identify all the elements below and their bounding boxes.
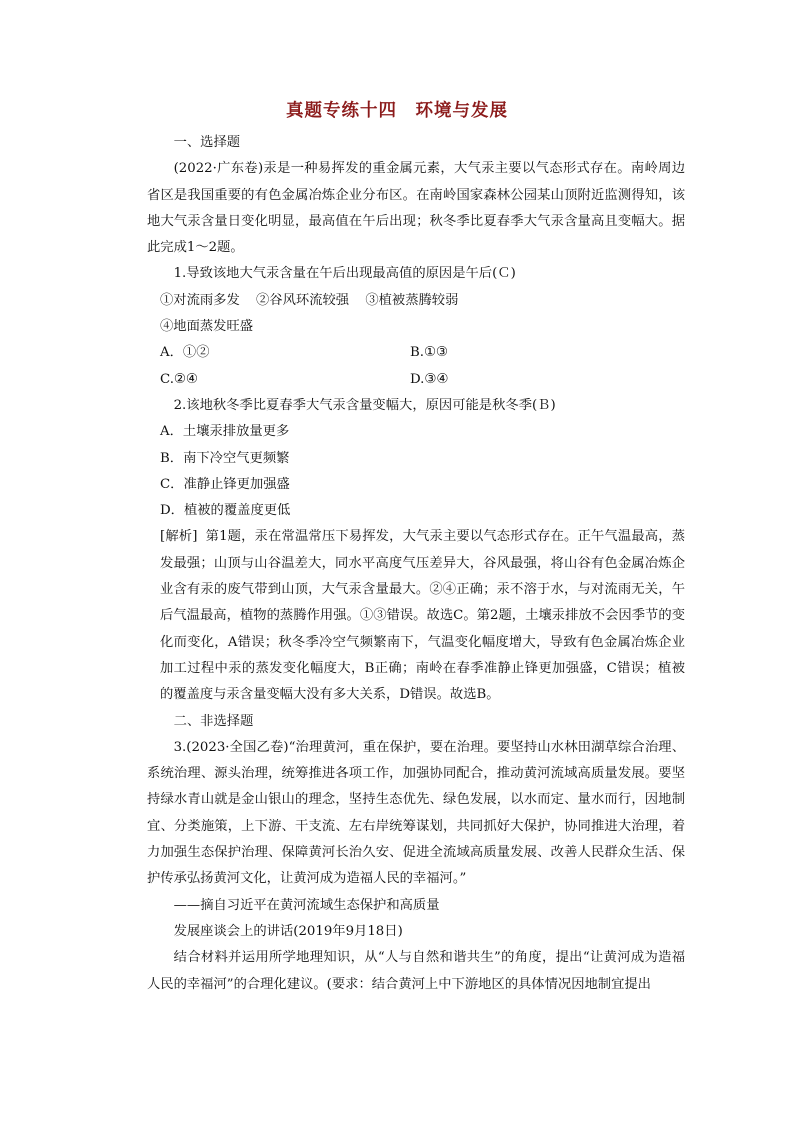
q1-item-4: ④地面蒸发旺盛 (160, 319, 254, 335)
q1-item-1: ①对流雨多发 (160, 292, 240, 308)
q1-stem: 1.导致该地大气汞含量在午后出现最高值的原因是午后(Ｃ) (173, 266, 516, 282)
q2-option-b: B．南下冷空气更频繁 (160, 450, 290, 466)
q3-source-line-1: ——摘自习近平在黄河流域生态保护和高质量 (173, 897, 440, 913)
section1-heading: 一、选择题 (173, 135, 241, 150)
q1-options-row-1 (147, 340, 685, 366)
q1-items-row (147, 288, 685, 314)
q1-option-b: B.①③ (410, 345, 448, 361)
analysis-paragraph (147, 524, 685, 708)
q1-options-row-2 (147, 367, 685, 393)
q3-task: 结合材料并运用所学地理知识，从“人与自然和谐共生”的角度，提出“让黄河成为造福人民的幸福河”的合理化建议。(要求：结合黄河上中下游地区的具体情况因地制宜提出 (147, 950, 685, 992)
analysis-label: [解析] (160, 529, 198, 545)
q2-option-d: D．植被的覆盖度更低 (160, 503, 291, 519)
q2-option-c: C．准静止锋更加强盛 (160, 476, 290, 492)
q1-option-c: C.②④ (160, 371, 198, 387)
q3-source-line-2: 发展座谈会上的讲话(2019年9月18日) (173, 923, 403, 939)
q1-item-2: ②谷风环流较强 (256, 292, 350, 308)
analysis-text: 第1题，汞在常温常压下易挥发，大气汞主要以气态形式存在。正午气温最高，蒸发最强；山顶与山谷温差大，同水平高度气压差异大，谷风最强，将山谷有色金属冶炼企业含有汞的废气带到山顶，大气汞含量最大。②④正确；汞不溶于水，与对流雨无关，午后气温最高，植物的蒸腾作用强。①③错误。故选C。第2题，土壤汞排放不会因季节的变化而变化，A错误；秋冬季冷空气频繁南下，气温变化幅度增大，导致有色金属冶炼企业加工过程中汞的蒸发变化幅度大，B正确；南岭在春季准静止锋更加强盛，C错误；植被的覆盖度与汞含量变幅大没有多大关系，D错误。故选B。 (160, 529, 685, 703)
q1-item-3: ③植被蒸腾较弱 (365, 292, 459, 308)
q3-material: 3.(2023·全国乙卷)“治理黄河，重在保护，要在治理。要坚持山水林田湖草综合治理、系统治理、源头治理，统筹推进各项工作，加强协同配合，推动黄河流域高质量发展。要坚持绿水青山就是金山银山的理念，坚持生态优先、绿色发展，以水而定、量水而行，因地制宜、分类施策，上下游、干支流、左右岸统筹谋划，共同抓好大保护，协同推进大治理，着力加强生态保护治理、保障黄河长治久安、促进全流域高质量发展、改善人民群众生活、保护传承弘扬黄河文化，让黄河成为造福人民的幸福河。” (147, 739, 685, 887)
q2-option-a: A．土壤汞排放量更多 (160, 424, 290, 440)
q1-option-d: D.③④ (410, 371, 449, 387)
section2-heading: 二、非选择题 (173, 713, 254, 729)
q1-option-a: A．①② (160, 345, 210, 361)
q1-2-material: (2022·广东卷)汞是一种易挥发的重金属元素，大气汞主要以气态形式存在。南岭周边省区是我国重要的有色金属冶炼企业分布区。在南岭国家森林公园某山顶附近监测得知，该地大气汞含量日变化明显，最高值在午后出现；秋冬季比夏春季大气汞含量高且变幅大。据此完成1～2题。 (147, 161, 685, 256)
q2-stem: 2.该地秋冬季比夏春季大气汞含量变幅大，原因可能是秋冬季(Ｂ) (173, 397, 556, 413)
page-title: 真题专练十四 环境与发展 (286, 101, 508, 121)
document-body (147, 130, 685, 998)
